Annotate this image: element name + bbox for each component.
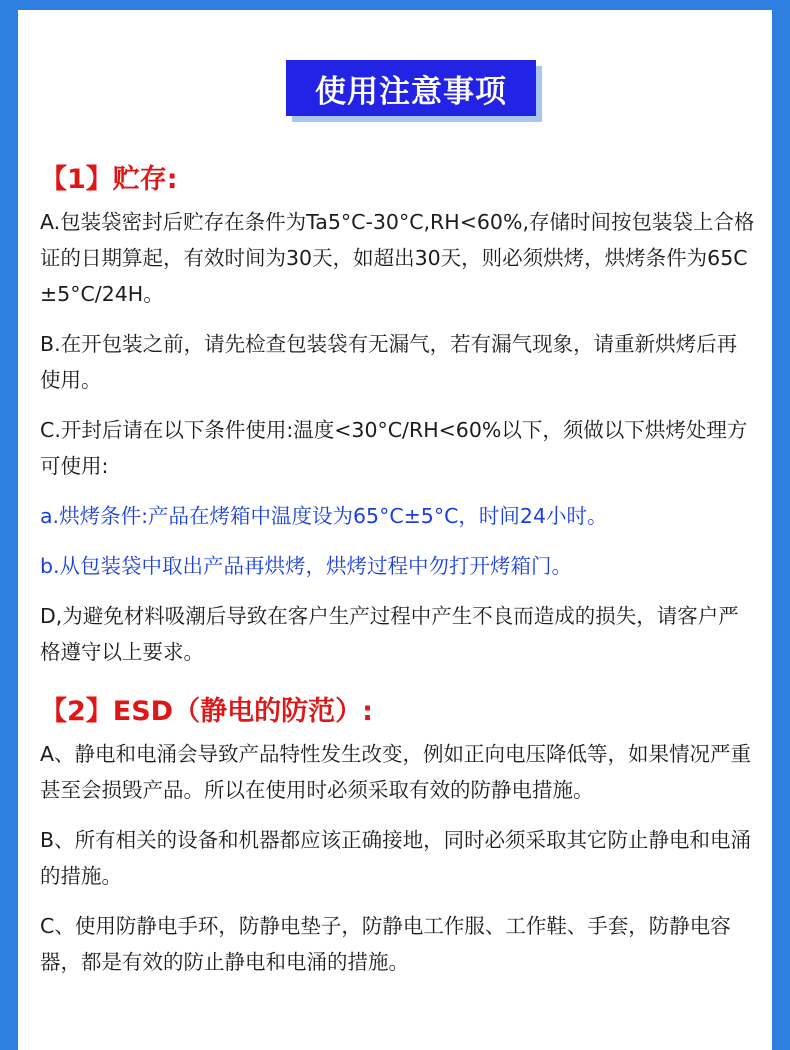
content-panel bbox=[18, 10, 772, 1050]
notes-body bbox=[40, 160, 756, 994]
baking-condition: a.烘烤条件:产品在烤箱中温度设为65°C±5°C，时间24小时。 bbox=[40, 504, 608, 528]
storage-item-d: D,为避免材料吸潮后导致在客户生产过程中产生不良而造成的损失，请客户严格遵守以上要求。 bbox=[40, 604, 739, 664]
storage-item-b: B.在开包装之前，请先检查包装袋有无漏气，若有漏气现象，请重新烘烤后再使用。 bbox=[40, 332, 738, 392]
esd-item-a: A、静电和电涌会导致产品特性发生改变，例如正向电压降低等，如果情况严重甚至会损毁产品。所以在使用时必须采取有效的防静电措施。 bbox=[40, 742, 752, 802]
storage-item-a: A.包装袋密封后贮存在条件为Ta5°C-30°C,RH<60%,存储时间按包装袋上合格证的日期算起，有效时间为30天，如超出30天，则必须烘烤，烘烤条件为65C±5°C/24H。 bbox=[40, 210, 755, 306]
esd-item-c: C、使用防静电手环，防静电垫子，防静电工作服、工作鞋、手套，防静电容器，都是有效的防止静电和电涌的措施。 bbox=[40, 914, 731, 974]
title-banner bbox=[286, 60, 542, 122]
page-title: 使用注意事项 bbox=[286, 60, 536, 116]
storage-heading: 【1】贮存: bbox=[40, 164, 178, 195]
esd-item-b: B、所有相关的设备和机器都应该正确接地，同时必须采取其它防止静电和电涌的措施。 bbox=[40, 828, 752, 888]
baking-instruction: b.从包装袋中取出产品再烘烤，烘烤过程中勿打开烤箱门。 bbox=[40, 554, 573, 578]
storage-item-c: C.开封后请在以下条件使用:温度<30°C/RH<60%以下，须做以下烘烤处理方可使用: bbox=[40, 418, 748, 478]
esd-heading: 【2】ESD（静电的防范）: bbox=[40, 696, 373, 727]
